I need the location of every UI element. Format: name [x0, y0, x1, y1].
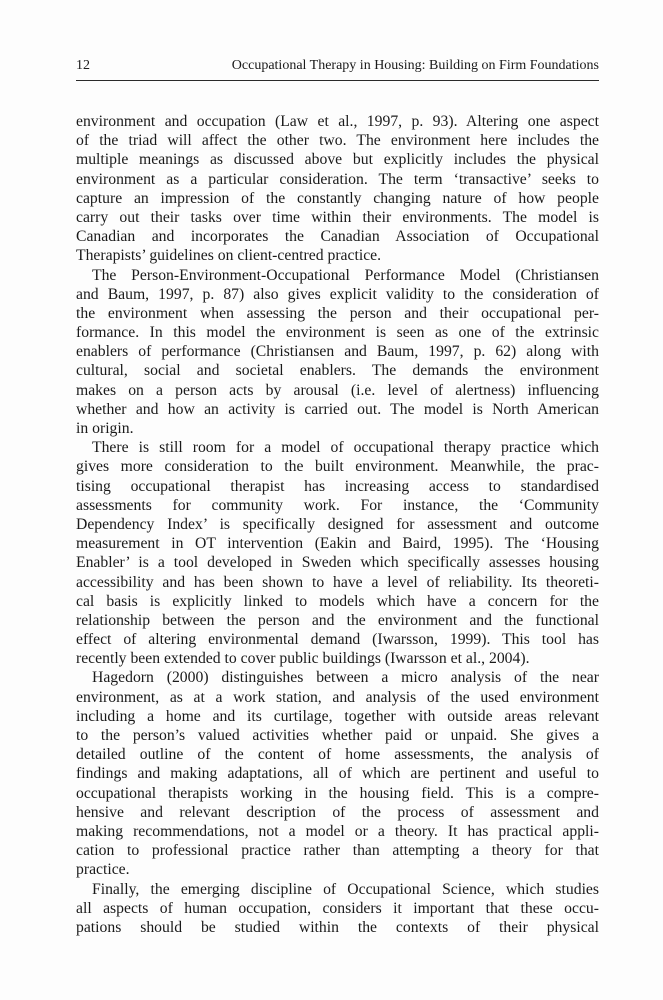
text-line: environment and occupation (Law et al., 1997, p. 93). Altering one aspect: [76, 113, 599, 130]
text-line: assessments for community work. For instance, the ‘Community: [76, 496, 599, 514]
text-line: Therapists’ guidelines on client-centred practice.: [76, 247, 382, 265]
text-line: the environment when assessing the person and their occupational per-: [76, 304, 599, 322]
text-line: capture an impression of the constantly changing nature of how people: [76, 189, 599, 207]
text-line: measurement in OT intervention (Eakin and Baird, 1995). The ‘Housing: [76, 535, 599, 553]
page-number: 12: [76, 58, 90, 73]
text-line: There is still room for a model of occupational therapy practice which: [92, 439, 599, 457]
text-line: multiple meanings as discussed above but explicitly includes the physical: [76, 151, 599, 169]
text-line: carry out their tasks over time within their environments. The model is: [76, 208, 599, 226]
running-title: Occupational Therapy in Housing: Building on Firm Foundations: [231, 58, 599, 73]
text-line: accessibility and has been shown to have a level of reliability. Its theoreti-: [76, 573, 599, 591]
text-line: Enabler’ is a tool developed in Sweden which specifically assesses housing: [76, 554, 599, 572]
text-line: formance. In this model the environment is seen as one of the extrinsic: [76, 324, 599, 342]
text-line: relationship between the person and the environment and the functional: [76, 611, 599, 629]
text-line: findings and making adaptations, all of which are pertinent and useful to: [76, 765, 599, 783]
text-line: enablers of performance (Christiansen and Baum, 1997, p. 62) along with: [76, 343, 599, 361]
text-line: including a home and its curtilage, together with outside areas relevant: [76, 707, 599, 725]
text-line: cation to professional practice rather than attempting a theory for that: [76, 842, 599, 860]
text-line: environment, as at a work station, and analysis of the used environment: [76, 688, 599, 706]
text-line: pations should be studied within the contexts of their physical: [76, 918, 599, 936]
text-line: in origin.: [76, 420, 134, 437]
text-line: makes on a person acts by arousal (i.e. level of alertness) influencing: [76, 381, 599, 399]
text-line: whether and how an activity is carried out. The model is North American: [76, 400, 599, 418]
text-line: Dependency Index’ is specifically designed for assessment and outcome: [76, 515, 599, 533]
text-line: tising occupational therapist has increasing access to standardised: [76, 477, 599, 495]
text-line: hensive and relevant description of the process of assessment and: [76, 803, 599, 821]
text-line: detailed outline of the content of home assessments, the analysis of: [76, 746, 599, 764]
running-head: [76, 56, 599, 78]
header-rule: [76, 80, 599, 81]
text-line: practice.: [76, 861, 130, 879]
text-line: Hagedorn (2000) distinguishes between a micro analysis of the near: [92, 669, 599, 687]
text-line: Canadian and incorporates the Canadian Association of Occupational: [76, 228, 599, 246]
text-line: The Person-Environment-Occupational Performance Model (Christiansen: [92, 266, 599, 284]
body-text: [76, 112, 599, 937]
text-line: cultural, social and societal enablers. The demands the environment: [76, 362, 599, 380]
text-line: environment as a particular consideration. The term ‘transactive’ seeks to: [76, 170, 599, 188]
text-line: all aspects of human occupation, considers it important that these occu-: [76, 899, 599, 917]
text-line: occupational therapists working in the housing field. This is a compre-: [76, 784, 599, 802]
text-line: effect of altering environmental demand (Iwarsson, 1999). This tool has: [76, 631, 599, 649]
text-line: and Baum, 1997, p. 87) also gives explicit validity to the consideration of: [76, 285, 599, 303]
text-line: of the triad will affect the other two. The environment here includes the: [76, 132, 599, 150]
text-line: cal basis is explicitly linked to models which have a concern for the: [76, 592, 599, 610]
text-line: recently been extended to cover public buildings (Iwarsson et al., 2004).: [76, 650, 530, 668]
text-line: gives more consideration to the built environment. Meanwhile, the prac-: [76, 458, 599, 476]
text-line: making recommendations, not a model or a theory. It has practical appli-: [76, 822, 599, 840]
text-line: Finally, the emerging discipline of Occupational Science, which studies: [92, 880, 599, 898]
text-line: to the person’s valued activities whether paid or unpaid. She gives a: [76, 727, 599, 744]
